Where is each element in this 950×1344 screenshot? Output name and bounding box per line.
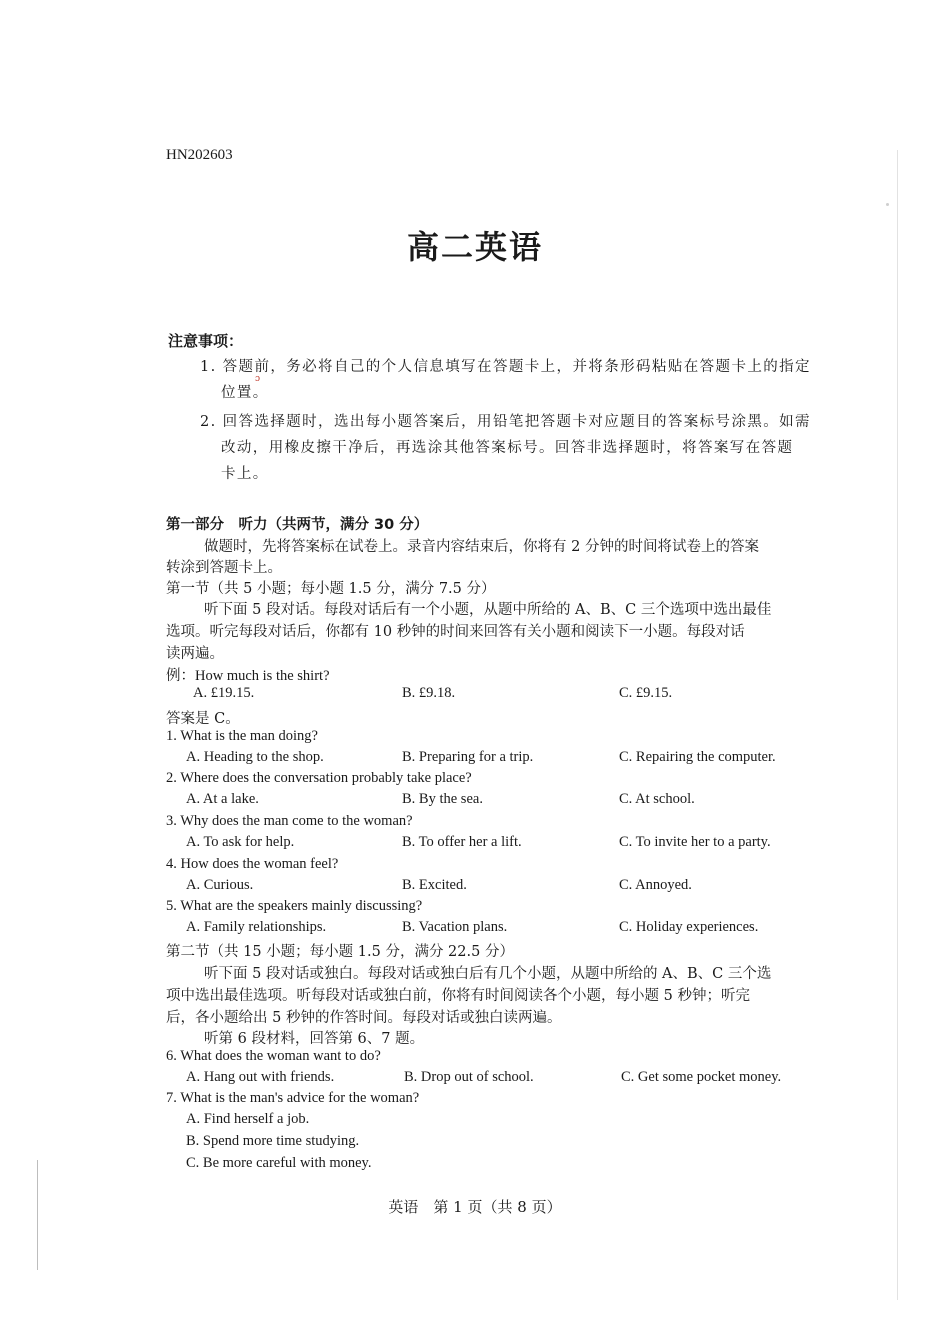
- section1-instr-line-1: 听下面 5 段对话。每段对话后有一个小题，从题中所给的 A、B、C 三个选项中选出最佳: [204, 602, 772, 618]
- question-2-option-c: C. At school.: [619, 791, 695, 807]
- question-7-option-a: A. Find herself a job.: [186, 1111, 310, 1127]
- question-1-option-c: C. Repairing the computer.: [619, 749, 776, 765]
- notice-item-2-line-3: 卡上。: [221, 466, 269, 482]
- section2-instr-line-1: 听下面 5 段对话或独白。每段对话或独白后有几个小题，从题中所给的 A、B、C 三个选: [204, 966, 772, 982]
- example-answer: 答案是 C。: [166, 711, 240, 727]
- example-question: 例：How much is the shirt?: [166, 668, 330, 684]
- question-6-option-b: B. Drop out of school.: [404, 1069, 534, 1085]
- question-7-option-c: C. Be more careful with money.: [186, 1155, 372, 1171]
- question-6-option-a: A. Hang out with friends.: [186, 1069, 335, 1085]
- question-1-option-b: B. Preparing for a trip.: [402, 749, 534, 765]
- question-3-option-c: C. To invite her to a party.: [619, 834, 771, 850]
- question-1: 1. What is the man doing?: [166, 728, 318, 744]
- scan-speck: [886, 203, 889, 206]
- question-4-option-c: C. Annoyed.: [619, 877, 692, 893]
- question-2-option-b: B. By the sea.: [402, 791, 483, 807]
- example-option-b: B. £9.18.: [402, 685, 456, 701]
- question-5-option-b: B. Vacation plans.: [402, 919, 508, 935]
- section1-instr-line-2: 选项。听完每段对话后，你都有 10 秒钟的时间来回答有关小题和阅读下一小题。每段对话: [166, 624, 745, 640]
- section1-heading: 第一节（共 5 小题；每小题 1.5 分，满分 7.5 分）: [166, 581, 496, 597]
- section1-instr-line-3: 读两遍。: [166, 646, 224, 662]
- question-6: 6. What does the woman want to do?: [166, 1048, 381, 1064]
- question-4-option-a: A. Curious.: [186, 877, 254, 893]
- section2-instr-line-2: 项中选出最佳选项。听每段对话或独白前，你将有时间阅读各个小题，每小题 5 秒钟；听完: [166, 988, 750, 1004]
- question-3-option-b: B. To offer her a lift.: [402, 834, 522, 850]
- page-title: 高二英语: [406, 228, 543, 266]
- question-5-option-c: C. Holiday experiences.: [619, 919, 759, 935]
- part1-intro-line-2: 转涂到答题卡上。: [166, 560, 282, 576]
- question-5-option-a: A. Family relationships.: [186, 919, 327, 935]
- notice-item-2-line-1: 2. 回答选择题时，选出每小题答案后，用铅笔把答题卡对应题目的答案标号涂黑。如需: [200, 414, 811, 430]
- notice-item-1-line-2: 位置。: [221, 385, 269, 401]
- question-6-option-c: C. Get some pocket money.: [621, 1069, 782, 1085]
- question-5: 5. What are the speakers mainly discussing?: [166, 898, 423, 914]
- section2-instr-line-3: 后，各小题给出 5 秒钟的作答时间。每段对话或独白读两遍。: [166, 1010, 562, 1026]
- scan-edge-right: [897, 150, 898, 1300]
- notice-item-1-line-1: 1. 答题前，务必将自己的个人信息填写在答题卡上，并将条形码粘贴在答题卡上的指定: [200, 359, 811, 375]
- section2-heading: 第二节（共 15 小题；每小题 1.5 分，满分 22.5 分）: [166, 944, 514, 960]
- pencil-mark: ɔ: [255, 374, 261, 384]
- question-7-option-b: B. Spend more time studying.: [186, 1133, 360, 1149]
- example-option-c: C. £9.15.: [619, 685, 673, 701]
- question-2-option-a: A. At a lake.: [186, 791, 259, 807]
- notice-item-2-line-2: 改动，用橡皮擦干净后，再选涂其他答案标号。回答非选择题时，将答案写在答题: [221, 440, 794, 456]
- notice-heading: 注意事项：: [168, 332, 244, 350]
- section2-material-6: 听第 6 段材料，回答第 6、7 题。: [204, 1031, 425, 1047]
- question-4-option-b: B. Excited.: [402, 877, 467, 893]
- part1-heading: 第一部分 听力（共两节，满分 30 分）: [166, 517, 429, 533]
- question-1-option-a: A. Heading to the shop.: [186, 749, 324, 765]
- exam-code: HN202603: [166, 147, 233, 163]
- question-2: 2. Where does the conversation probably take place?: [166, 770, 472, 786]
- part1-intro-line-1: 做题时，先将答案标在试卷上。录音内容结束后，你将有 2 分钟的时间将试卷上的答案: [204, 539, 759, 555]
- question-3-option-a: A. To ask for help.: [186, 834, 295, 850]
- page-footer: 英语 第 1 页（共 8 页）: [388, 1198, 562, 1216]
- example-option-a: A. £19.15.: [193, 685, 255, 701]
- question-7: 7. What is the man's advice for the woman?: [166, 1090, 420, 1106]
- question-4: 4. How does the woman feel?: [166, 856, 339, 872]
- question-3: 3. Why does the man come to the woman?: [166, 813, 413, 829]
